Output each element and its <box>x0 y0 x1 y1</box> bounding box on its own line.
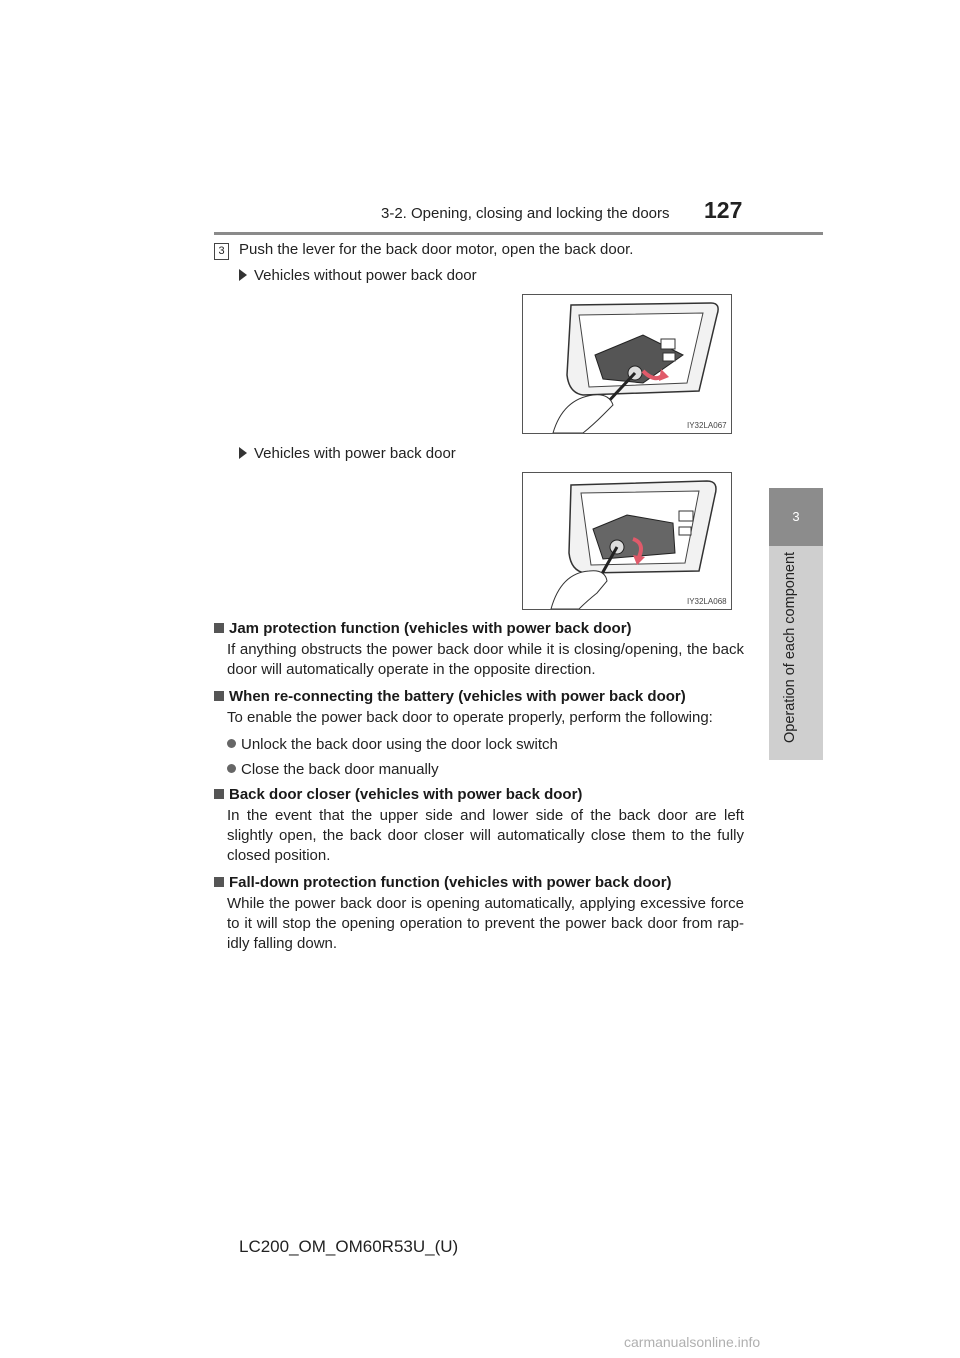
square-bullet-icon <box>214 789 224 799</box>
figure-caption-1 <box>239 267 477 284</box>
note-text: To enable the power back door to operate properly, perform the following: <box>227 709 713 726</box>
page-number: 127 <box>704 197 743 223</box>
note-fall-down-protection <box>214 874 744 954</box>
note-text: If anything obstructs the power back door while it is closing/opening, the back door will automatically operate in the opposite direction. <box>227 641 744 678</box>
figure-code: IY32LA067 <box>687 421 727 430</box>
circle-bullet-icon <box>227 764 236 773</box>
figure-2 <box>522 472 732 610</box>
note-title: Back door closer (vehicles with power back door) <box>214 786 744 803</box>
right-triangle-icon <box>239 269 247 281</box>
note-jam-protection <box>214 620 744 680</box>
notes-content <box>214 620 744 962</box>
list-item: Close the back door manually <box>227 761 744 778</box>
square-bullet-icon <box>214 623 224 633</box>
step-instruction: Push the lever for the back door motor, open the back door. <box>239 241 634 258</box>
list-item: Unlock the back door using the door lock switch <box>227 736 744 753</box>
note-title: Jam protection function (vehicles with power back door) <box>214 620 744 637</box>
note-back-door-closer <box>214 786 744 866</box>
figure-caption-2 <box>239 445 456 462</box>
figure-caption-text: Vehicles with power back door <box>254 445 456 462</box>
note-battery-reconnect <box>214 688 744 778</box>
step-number-box: 3 <box>214 243 229 260</box>
chapter-tab-number: 3 <box>769 488 823 546</box>
note-title: When re-connecting the battery (vehicles with power back door) <box>214 688 744 705</box>
square-bullet-icon <box>214 691 224 701</box>
note-text: While the power back door is opening automatically, applying excessive force to it will stop the opening operation to prevent the power back door from rap-idly falling down. <box>227 895 744 952</box>
chapter-tab-label: Operation of each component <box>782 551 798 743</box>
square-bullet-icon <box>214 877 224 887</box>
note-title: Fall-down protection function (vehicles with power back door) <box>214 874 744 891</box>
section-header: 3-2. Opening, closing and locking the doors <box>381 205 670 222</box>
circle-bullet-icon <box>227 739 236 748</box>
figure-caption-text: Vehicles without power back door <box>254 267 477 284</box>
figure-1 <box>522 294 732 434</box>
watermark: carmanualsonline.info <box>624 1334 761 1350</box>
document-code: LC200_OM_OM60R53U_(U) <box>239 1237 459 1256</box>
right-triangle-icon <box>239 447 247 459</box>
back-door-lever-screwdriver-illustration <box>523 295 731 433</box>
power-back-door-lever-screwdriver-illustration <box>523 473 731 609</box>
figure-code: IY32LA068 <box>687 597 727 606</box>
note-text: In the event that the upper side and lower side of the back door are left slightly open, the back door closer will automatically close them to the fully closed position. <box>227 807 744 864</box>
header-divider <box>214 232 823 235</box>
